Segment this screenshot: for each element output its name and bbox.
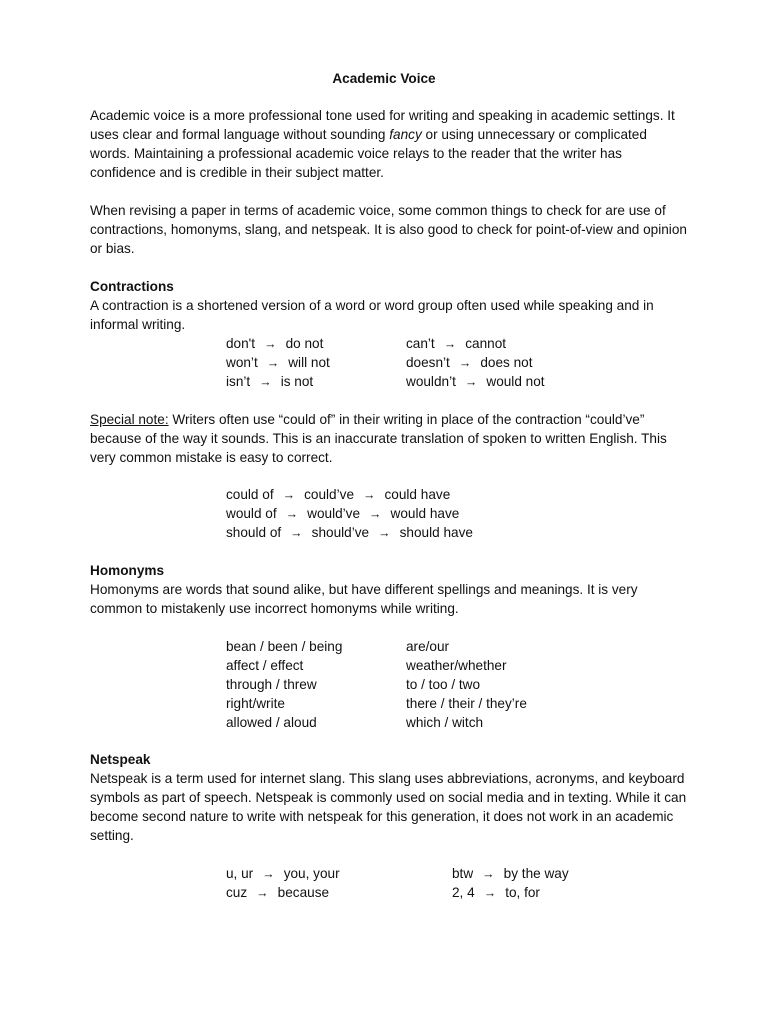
chain-item: could of	[226, 487, 274, 502]
arrow-icon: →	[256, 886, 269, 900]
intro-paragraph-1	[90, 106, 690, 182]
chain-item: would of	[226, 506, 277, 521]
contraction-row	[406, 372, 545, 392]
chain-item: could’ve	[304, 487, 354, 502]
netspeak-to: you, your	[283, 866, 340, 881]
contraction-row	[406, 353, 533, 373]
arrow-icon: →	[285, 507, 299, 521]
contraction-row	[226, 372, 313, 392]
arrow-icon: →	[443, 337, 457, 351]
chain-item: should have	[399, 525, 473, 540]
contractions-description: A contraction is a shortened version of a word or word group often used while speaking and in informal writing.	[90, 298, 654, 332]
contraction-to: is not	[280, 374, 314, 389]
contraction-from: don't	[226, 336, 256, 351]
special-note-paragraph	[90, 410, 690, 467]
homonym-item: affect / effect	[226, 658, 304, 673]
contraction-to: does not	[480, 355, 533, 370]
netspeak-row	[452, 883, 540, 903]
correction-chain	[226, 504, 459, 524]
intro-text-b: or using unnecessary or complicated words. Maintaining a professional academic voice relays to the reader that the writer has confidence and is credible in their subject matter.	[90, 127, 647, 180]
homonyms-description: Homonyms are words that sound alike, but have different spellings and meanings. It is very common to mistakenly use incorrect homonyms while writing.	[90, 582, 638, 616]
homonym-item: right/write	[226, 696, 285, 711]
netspeak-row	[226, 864, 340, 884]
netspeak-from: cuz	[226, 885, 248, 900]
intro-fancy-word: fancy	[389, 127, 422, 142]
contraction-row	[226, 353, 330, 373]
netspeak-to: because	[277, 885, 330, 900]
homonym-item: to / too / two	[406, 677, 481, 692]
homonym-item: bean / been / being	[226, 639, 343, 654]
arrow-icon: →	[290, 526, 303, 540]
special-note-text: Writers often use “could of” in their writing in place of the contraction “could’ve” because of the way it sounds. This is an inaccurate translation of spoken to written English. This very common mistake is easy to correct.	[90, 412, 667, 465]
netspeak-heading: Netspeak	[90, 752, 151, 767]
contraction-from: isn’t	[226, 374, 251, 389]
homonym-item: through / threw	[226, 677, 317, 692]
contraction-row	[226, 334, 323, 354]
correction-chain	[226, 523, 473, 543]
arrow-icon: →	[482, 867, 495, 881]
correction-chain	[226, 485, 450, 505]
arrow-icon: →	[363, 488, 376, 502]
arrow-icon: →	[483, 886, 497, 900]
netspeak-row	[226, 883, 329, 903]
netspeak-from: btw	[452, 866, 474, 881]
contraction-to: cannot	[465, 336, 507, 351]
arrow-icon: →	[266, 356, 280, 370]
netspeak-description: Netspeak is a term used for internet slang. This slang uses abbreviations, acronyms, and keyboard symbols as part of speech. Netspeak is commonly used on social media and in texting. While it can become second nature to write with netspeak for this generation, it does not work in an academic setting.	[90, 771, 687, 843]
arrow-icon: →	[378, 526, 391, 540]
homonym-item: weather/whether	[406, 658, 507, 673]
chain-item: should’ve	[311, 525, 370, 540]
arrow-icon: →	[458, 356, 472, 370]
chain-item: could have	[384, 487, 451, 502]
contraction-from: wouldn’t	[406, 374, 456, 389]
netspeak-from: 2, 4	[452, 885, 475, 900]
document-title: Academic Voice	[332, 71, 436, 86]
netspeak-to: to, for	[505, 885, 540, 900]
arrow-icon: →	[369, 507, 382, 521]
intro-text-a: Academic voice is a more professional tone used for writing and speaking in academic settings. It uses clear and formal language without sounding	[90, 108, 675, 142]
arrow-icon: →	[264, 337, 277, 351]
contraction-from: doesn’t	[406, 355, 450, 370]
homonym-item: there / their / they’re	[406, 696, 527, 711]
arrow-icon: →	[262, 867, 275, 881]
homonyms-heading: Homonyms	[90, 563, 165, 578]
contractions-heading: Contractions	[90, 279, 174, 294]
contraction-to: will not	[288, 355, 330, 370]
contraction-to: do not	[285, 336, 324, 351]
netspeak-row	[452, 864, 569, 884]
arrow-icon: →	[259, 375, 272, 389]
contraction-from: won’t	[226, 355, 258, 370]
homonym-item: which / witch	[406, 715, 484, 730]
chain-item: should of	[226, 525, 282, 540]
chain-item: would’ve	[307, 506, 361, 521]
homonym-item: are/our	[406, 639, 450, 654]
contraction-row	[406, 334, 506, 354]
arrow-icon: →	[282, 488, 296, 502]
special-note-label: Special note:	[90, 412, 169, 427]
netspeak-from: u, ur	[226, 866, 254, 881]
contraction-from: can’t	[406, 336, 435, 351]
chain-item: would have	[390, 506, 460, 521]
homonym-item: allowed / aloud	[226, 715, 317, 730]
arrow-icon: →	[464, 375, 478, 389]
netspeak-to: by the way	[503, 866, 569, 881]
intro-paragraph-2: When revising a paper in terms of academic voice, some common things to check for are use of contractions, homonyms, slang, and netspeak. It is also good to check for point-of-view and opinion or bias.	[90, 203, 687, 256]
contraction-to: would not	[486, 374, 545, 389]
